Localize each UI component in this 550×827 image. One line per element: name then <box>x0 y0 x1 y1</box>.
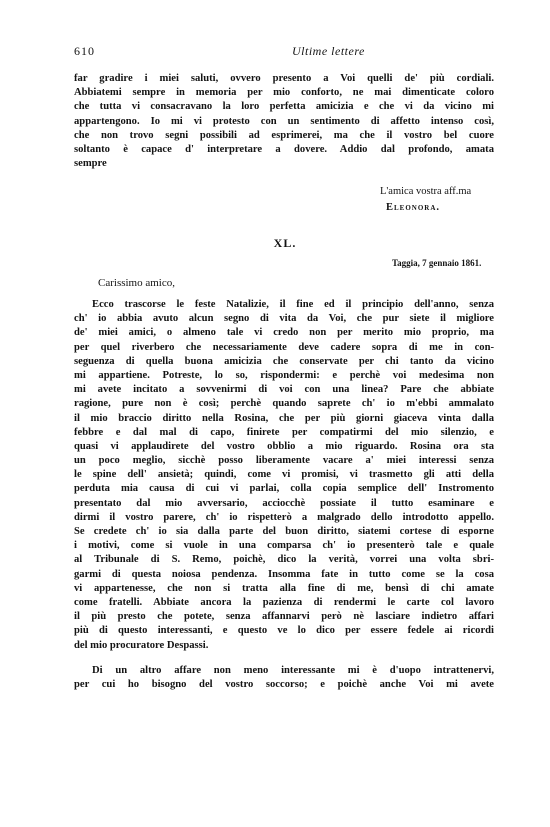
letter-number: XL. <box>273 236 297 250</box>
text-line: il mio braccio diritto nella Rosina, che per più giorni giaceva vinta dalla <box>74 412 494 424</box>
text-line: presentato dal mio avversario, acciocchè possiate il tutto esaminare e <box>74 497 494 509</box>
letter-place-date: Taggia, 7 gennaio 1861. <box>392 258 482 268</box>
text-line: per quel riverbero che necessariamente deve cadere sopra di me in con- <box>74 341 494 353</box>
signature-closing: L'amica vostra aff.ma <box>380 186 472 197</box>
text-line: ch' io abbia avuto alcun segno di vita da Voi, che pur siete il migliore <box>74 313 494 325</box>
letter-paragraph-1 <box>74 298 494 653</box>
text-line: Abbiatemi sempre in memoria per mio conforto, ne mai dimenticate coloro <box>74 87 494 99</box>
text-line: perduta mia causa di cui vi parlai, colla copia semplice dell' Instromento <box>74 483 494 495</box>
text-line: dirmi il vostro parere, ch' io rispetterò a malgrado dello introdotto appello. <box>74 511 494 523</box>
closing-paragraph <box>74 72 494 171</box>
text-line: le spine dell' ansietà; quindi, come vi promisi, vi trasmetto gli atti della <box>74 469 494 481</box>
signature-block <box>380 184 471 216</box>
text-line: febbre e dal mal di capo, finirete per compatirmi del mio silenzio, e <box>74 426 494 438</box>
text-line: del mio procuratore Despassi. <box>74 639 209 651</box>
text-line: il più presto che potete, senza affannarvi però nè lasciare indietro affari <box>74 611 494 623</box>
text-line: Se credete ch' io sia dalla parte del buon diritto, siatemi cortese di esporne <box>74 526 494 537</box>
text-line: soltanto è capace d' interpretare a dovere. Addio dal profondo, amata <box>74 143 494 155</box>
text-line: sempre <box>74 158 107 170</box>
text-line: che non trovo segni possibili ad esprimerei, ma che il vostro bel cuore <box>74 129 494 141</box>
running-title: Ultime lettere <box>292 44 365 58</box>
text-line: seguenza di quella buona amicizia che conservate per chi tanto da vicino <box>74 355 494 367</box>
text-line: appartengono. Io mi vi protesto con un sentimento di affetto intenso così, <box>74 115 494 127</box>
text-line: i motivi, come si vuole in una comparsa ch' io presenterò tale e quale <box>74 540 494 552</box>
text-line: Di un altro affare non meno interessante mi è d'uopo intrattenervi, <box>92 665 494 676</box>
text-line: mi avete incitato a sovvenirmi di voi con una linea? Pare che abbiate <box>74 384 494 396</box>
text-line: al Tribunale di S. Remo, poichè, dico la verità, vorrei una volta sbri- <box>74 554 494 566</box>
text-line: de' miei amici, o almeno tale vi credo non per merito mio proprio, ma <box>74 327 494 339</box>
text-line: ragione, pure non è così; perchè quando saprete ch' io m'ebbi ammalato <box>74 398 494 410</box>
page-number: 610 <box>74 44 95 58</box>
page-header <box>64 44 486 60</box>
text-line: mi appartiene. Potreste, lo so, rispondermi: e perchè voi medesima non <box>74 369 494 381</box>
text-line: per cui ho bisogno del vostro soccorso; e poichè anche Voi mi avete <box>74 679 494 691</box>
text-line: far gradire i miei saluti, ovvero presento a Voi quelli de' più cordiali. <box>74 73 494 84</box>
text-line: un poco meglio, sicchè posso liberamente vacare a' miei interessi senza <box>74 455 494 467</box>
text-line: vi appartenesse, che non si tratta alla fine di me, bensì di chi amate <box>74 582 494 594</box>
letter-paragraph-2 <box>74 664 494 692</box>
text-line: Ecco trascorse le feste Natalizie, il fine ed il principio dell'anno, senza <box>92 299 494 310</box>
text-line: come fratelli. Abbiate ancora la pazienza di rendermi le carte col lavoro <box>74 596 494 608</box>
signature-name: Eleonora. <box>386 202 441 213</box>
letter-salutation: Carissimo amico, <box>98 277 175 289</box>
text-line: più di questo interessanti, e questo ve lo dico per essere fedele ai ricordi <box>74 625 494 637</box>
text-line: quasi vi applaudirete del vostro obblio a mio riguardo. Rosina ora sta <box>74 440 494 452</box>
text-line: garmi di questa noiosa pendenza. Insomma fate in tutto come se la cosa <box>74 568 494 580</box>
text-line: che tutta vi consacravano la loro perfetta amicizia e che vi da vicino mi <box>74 101 494 113</box>
